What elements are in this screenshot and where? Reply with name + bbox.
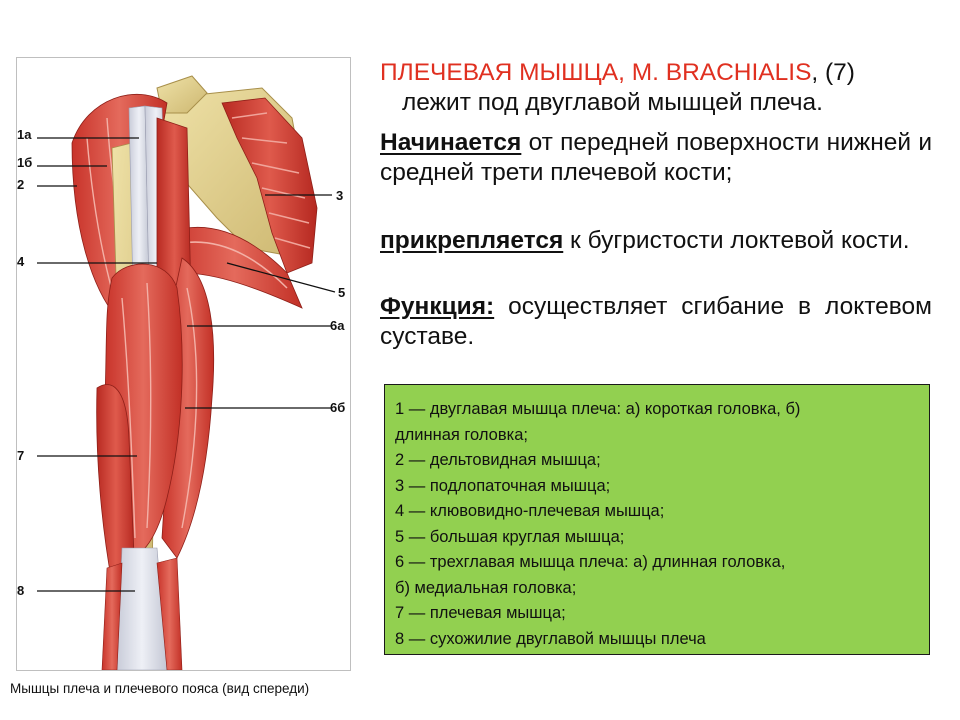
anatomy-figure (16, 57, 351, 671)
label-6b: 6б (330, 400, 346, 415)
legend-line: 3 — подлопаточная мышца; (395, 476, 611, 495)
label-8: 8 (17, 583, 25, 598)
origin-paragraph (380, 128, 932, 188)
muscle-name: ПЛЕЧЕВАЯ МЫШЦА, M. BRACHIALIS (380, 59, 812, 86)
legend-line: 2 — дельтовидная мышца; (395, 451, 601, 469)
origin-keyword: Начинается (380, 129, 522, 156)
legend-line: 7 — плечевая мышца; (395, 604, 566, 622)
function-paragraph (380, 292, 932, 352)
legend-line: 4 — клювовидно-плечевая мышца; (395, 502, 665, 520)
legend-line: длинная головка; (395, 425, 528, 444)
legend-line: б) медиальная головка; (395, 578, 577, 597)
legend-line: 5 — большая круглая мышца; (395, 527, 625, 546)
legend-line: 8 — сухожилие двуглавой мышцы плеча (395, 629, 706, 648)
function-keyword: Функция: (380, 293, 495, 320)
label-6a: 6а (330, 318, 345, 333)
insertion-paragraph (380, 226, 932, 256)
label-1a: 1а (17, 127, 32, 142)
label-2: 2 (17, 177, 25, 192)
label-1b: 1б (17, 155, 33, 170)
legend-line: 1 — двуглавая мышца плеча: а) короткая головка, б) (395, 400, 801, 418)
arm-muscles-illustration (17, 58, 350, 670)
figure-caption: Мышцы плеча и плечевого пояса (вид спереди) (10, 681, 310, 696)
slide-title (380, 58, 932, 118)
label-3: 3 (336, 188, 344, 203)
function-text: осуществляет сгибание в локтевом суставе. (380, 293, 932, 350)
title-description: лежит под двуглавой мышцей плеча. (402, 89, 823, 116)
muscle-number: , (7) (811, 59, 855, 86)
origin-text: от передней поверхности нижней и средней трети плечевой кости; (380, 129, 932, 186)
insertion-text: к бугристости локтевой кости. (563, 227, 910, 254)
label-4: 4 (17, 254, 25, 269)
insertion-keyword: прикрепляется (380, 227, 564, 254)
label-7: 7 (17, 448, 25, 463)
legend-box (384, 384, 930, 655)
legend-line: 6 — трехглавая мышца плеча: а) длинная головка, (395, 553, 786, 571)
label-5: 5 (338, 285, 346, 300)
